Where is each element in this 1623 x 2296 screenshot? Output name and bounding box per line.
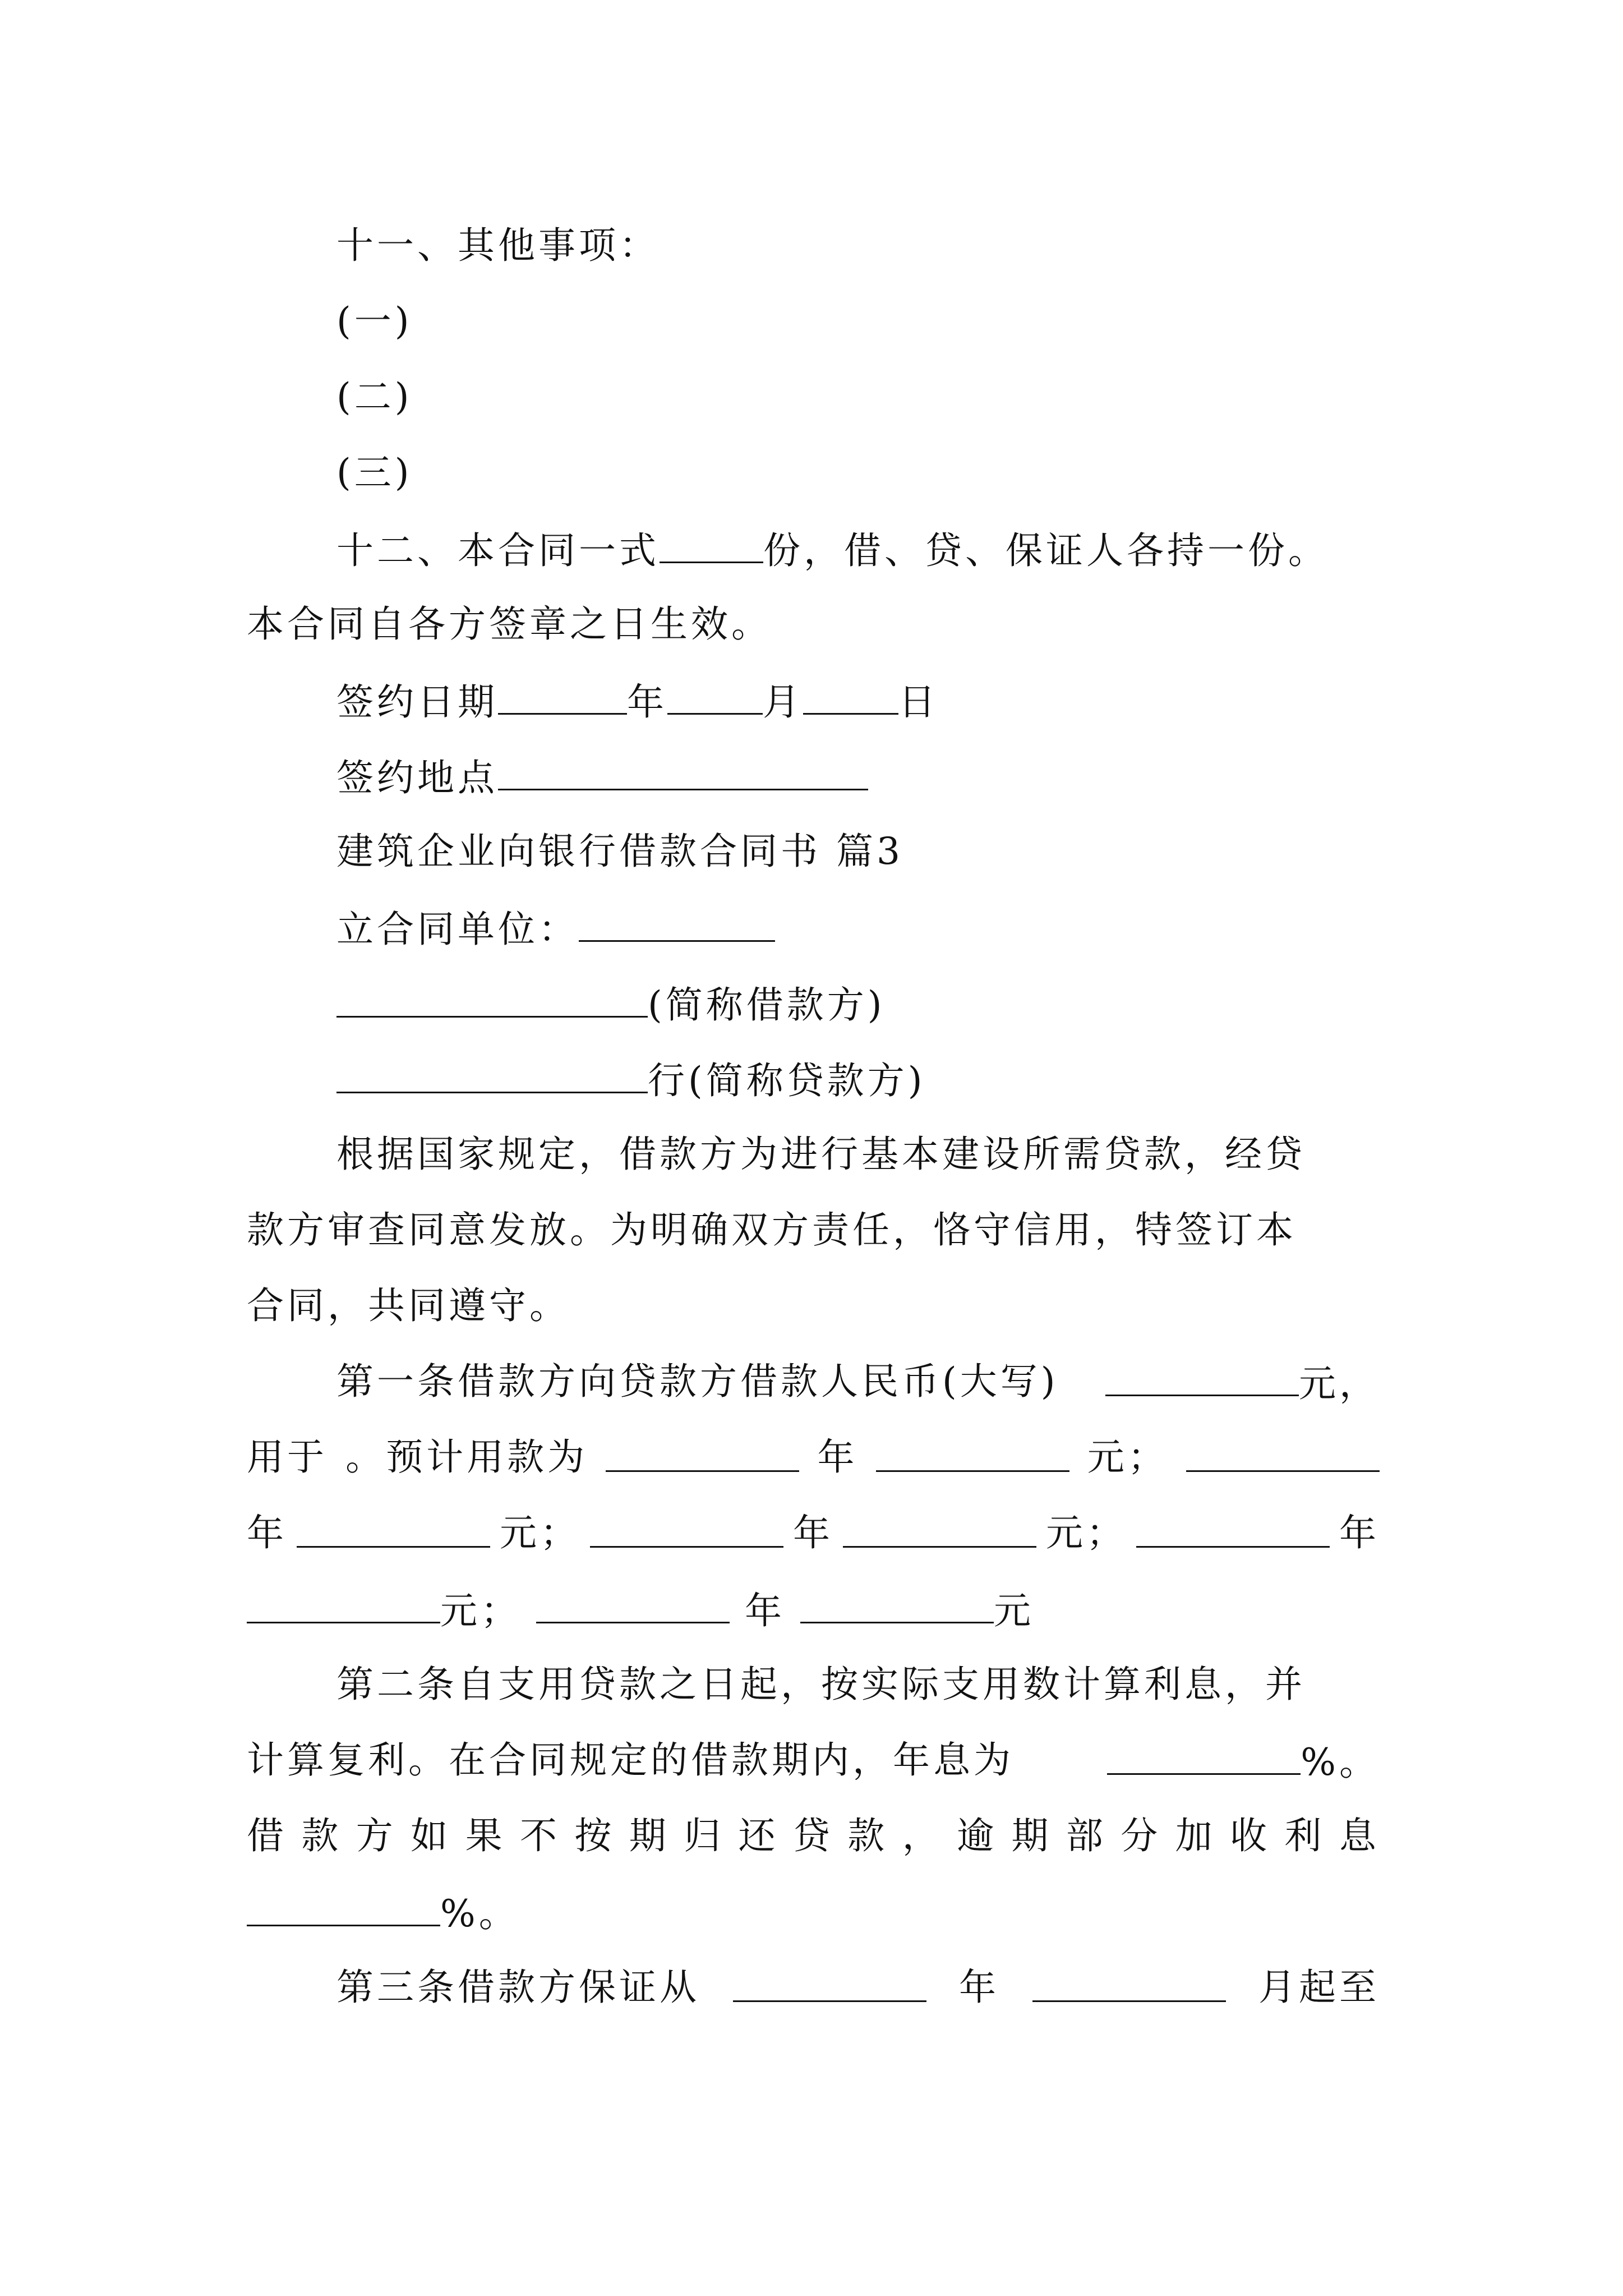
article-1-line-2: 用于 。预计用款为 年 元； xyxy=(247,1439,1380,1476)
contract-title: 建筑企业向银行借款合同书 篇3 xyxy=(336,830,903,873)
article-3-line-1: 第三条借款方保证从 年 月起至 xyxy=(336,1966,1380,2009)
article-1-line-3: 年 元； 年 元； 年 xyxy=(247,1511,1380,1554)
lender-line: 行(简称贷款方) xyxy=(336,1060,1380,1099)
lender-blank xyxy=(336,1060,648,1093)
item-2: (二) xyxy=(336,375,413,418)
signing-date-line: 签约日期 年 月 日 xyxy=(336,680,939,724)
preamble-line-1: 根据国家规定，借款方为进行基本建设所需贷款，经贷 xyxy=(336,1133,1306,1176)
penalty-rate-blank xyxy=(247,1893,440,1926)
place-blank xyxy=(498,757,868,790)
article-2-line-3: 借 款 方 如 果 不 按 期 归 还 贷 款 ， 逾 期 部 分 加 收 利 息 xyxy=(247,1814,1380,1857)
borrower-line: (简称借款方) xyxy=(336,984,1380,1024)
article-1-line-4: 元； 年 元 xyxy=(247,1590,1380,1630)
preamble-line-2: 款方审查同意发放。为明确双方责任，恪守信用，特签订本 xyxy=(247,1208,1297,1251)
interest-rate-blank xyxy=(1107,1742,1301,1775)
amount-blank xyxy=(1105,1363,1299,1396)
preamble-line-3: 合同，共同遵守。 xyxy=(247,1284,570,1327)
day-blank xyxy=(803,682,898,715)
signing-place-line: 签约地点 xyxy=(336,757,1380,797)
article-1-line-1: 第一条借款方向贷款方借款人民币(大写) 元， xyxy=(336,1360,1380,1405)
borrower-blank xyxy=(336,984,648,1018)
party-blank xyxy=(579,909,775,942)
article-2-line-2: 计算复利。在合同规定的借款期内，年息为 %。 xyxy=(247,1738,1380,1784)
copies-blank xyxy=(660,530,763,563)
section-11-heading: 十一、其他事项： xyxy=(336,224,660,267)
article-2-line-4: %。 xyxy=(247,1893,1380,1932)
item-1: (一) xyxy=(336,300,413,343)
article-2-line-1: 第二条自支用贷款之日起，按实际支用数计算利息，并 xyxy=(336,1663,1306,1706)
section-12-line: 十二、本合同一式 份，借、贷、保证人各持一份。 xyxy=(336,529,1329,572)
contract-parties-line: 立合同单位： xyxy=(336,909,1380,948)
effective-clause: 本合同自各方签章之日生效。 xyxy=(247,602,772,646)
month-blank xyxy=(667,682,763,715)
item-3: (三) xyxy=(336,451,413,494)
year-blank xyxy=(498,682,627,715)
